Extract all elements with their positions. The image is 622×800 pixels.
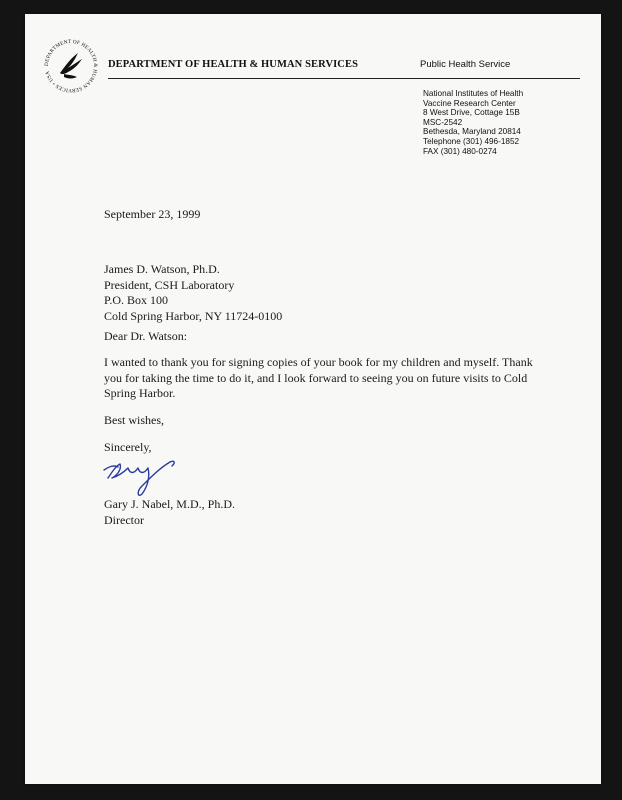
address-line: 8 West Drive, Cottage 15B	[423, 108, 520, 118]
sender-address	[423, 89, 523, 156]
letter-date: September 23, 1999	[104, 207, 201, 221]
recipient-line: President, CSH Laboratory	[104, 277, 235, 292]
address-line: MSC-2542	[423, 117, 463, 127]
recipient-line: James D. Watson, Ph.D.	[104, 262, 220, 276]
recipient-line: P.O. Box 100	[104, 293, 169, 307]
address-line: Vaccine Research Center	[423, 98, 516, 108]
signer-title: Director	[104, 512, 144, 527]
recipient-address	[104, 262, 282, 324]
address-line: Telephone (301) 496-1852	[423, 136, 520, 146]
hhs-seal-icon	[40, 35, 102, 97]
address-line: National Institutes of Health	[423, 89, 524, 98]
svg-text:DEPARTMENT OF HEALTH & HUMAN S	[44, 39, 98, 93]
salutation: Dear Dr. Watson:	[104, 329, 188, 343]
valediction: Sincerely,	[104, 440, 152, 454]
closing-line: Best wishes,	[104, 413, 164, 427]
signer-name: Gary J. Nabel, M.D., Ph.D.	[104, 497, 235, 511]
signer-block	[104, 497, 235, 528]
seal-text: DEPARTMENT OF HEALTH & HUMAN SERVICES • USA	[43, 38, 99, 94]
address-line: Bethesda, Maryland 20814	[423, 127, 521, 137]
handwritten-signature	[102, 452, 206, 502]
department-heading: DEPARTMENT OF HEALTH & HUMAN SERVICES	[108, 59, 359, 70]
letter-body: I wanted to thank you for signing copies of your book for my children and myself. Thank you for taking the time to do it, and I look forward to seeing you on future visits to Cold Spring Harbor.	[104, 355, 533, 400]
recipient-line: Cold Spring Harbor, NY 11724-0100	[104, 308, 283, 323]
letterhead-divider	[108, 78, 580, 79]
address-line: FAX (301) 480-0274	[423, 146, 497, 156]
public-health-service-label: Public Health Service	[420, 59, 511, 70]
